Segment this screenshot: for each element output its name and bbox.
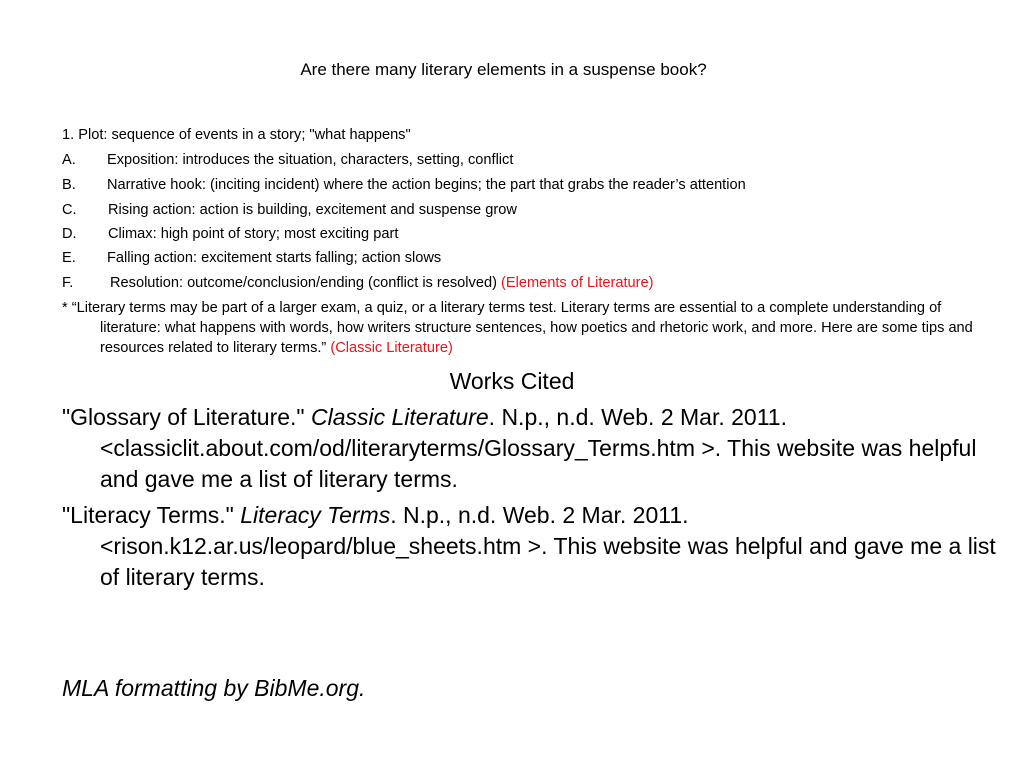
list-item-letter: C. xyxy=(62,202,77,218)
list-item-climax xyxy=(62,224,398,244)
entry-details: . N.p., n.d. Web. 2 Mar. 2011. <rison.k12.ar.us/leopard/blue_sheets.htm >. This website was helpful and gave me a list of literary terms. xyxy=(100,502,996,590)
list-item-text: Narrative hook: (inciting incident) where the action begins; the part that grabs the reader’s attention xyxy=(107,177,746,193)
works-cited-heading: Works Cited xyxy=(449,368,575,394)
slide-title: Are there many literary elements in a suspense book? xyxy=(300,60,707,79)
plot-heading: 1. Plot: sequence of events in a story; "what happens" xyxy=(62,127,411,143)
list-item-letter: F. xyxy=(62,275,74,291)
list-item-letter: E. xyxy=(62,250,76,266)
entry-container: Classic Literature xyxy=(310,404,489,430)
quote-text: * “Literary terms may be part of a larger exam, a quiz, or a literary terms test. Literary terms are essential to a complete understanding of literature: what happens with words, how writers structure sentences, how poetics and rhetoric work, and more. Here are some tips and resources related to literary terms.” xyxy=(62,300,973,356)
entry-container: Literacy Terms xyxy=(240,502,391,528)
list-item-resolution xyxy=(62,273,654,293)
list-item-narrative-hook xyxy=(62,175,746,195)
citation-source: (Classic Literature) xyxy=(330,340,453,356)
works-cited-entry xyxy=(62,500,1020,593)
list-item-text: Resolution: outcome/conclusion/ending (conflict is resolved) xyxy=(110,275,497,291)
list-item-letter: D. xyxy=(62,226,77,242)
list-item-falling-action xyxy=(62,248,441,268)
citation-source: (Elements of Literature) xyxy=(501,275,654,291)
entry-title: "Glossary of Literature." xyxy=(62,404,305,430)
mla-footer: MLA formatting by BibMe.org. xyxy=(62,675,366,701)
list-item-letter: A. xyxy=(62,152,76,168)
list-item-text: Climax: high point of story; most exciting part xyxy=(108,226,399,242)
list-item-text: Rising action: action is building, excitement and suspense grow xyxy=(108,202,517,218)
works-cited-entry xyxy=(62,402,1020,495)
list-item-letter: B. xyxy=(62,177,76,193)
list-item-rising-action xyxy=(62,200,517,220)
list-item-text: Exposition: introduces the situation, characters, setting, conflict xyxy=(107,152,514,168)
list-item-text: Falling action: excitement starts falling; action slows xyxy=(107,250,442,266)
list-item-exposition xyxy=(62,150,513,170)
entry-title: "Literacy Terms." xyxy=(62,502,234,528)
entry-details: . N.p., n.d. Web. 2 Mar. 2011. <classiclit.about.com/od/literaryterms/Glossary_Terms.htm >. This website was helpful and gave me a list of literary terms. xyxy=(100,404,977,492)
literary-terms-quote xyxy=(62,298,1000,358)
